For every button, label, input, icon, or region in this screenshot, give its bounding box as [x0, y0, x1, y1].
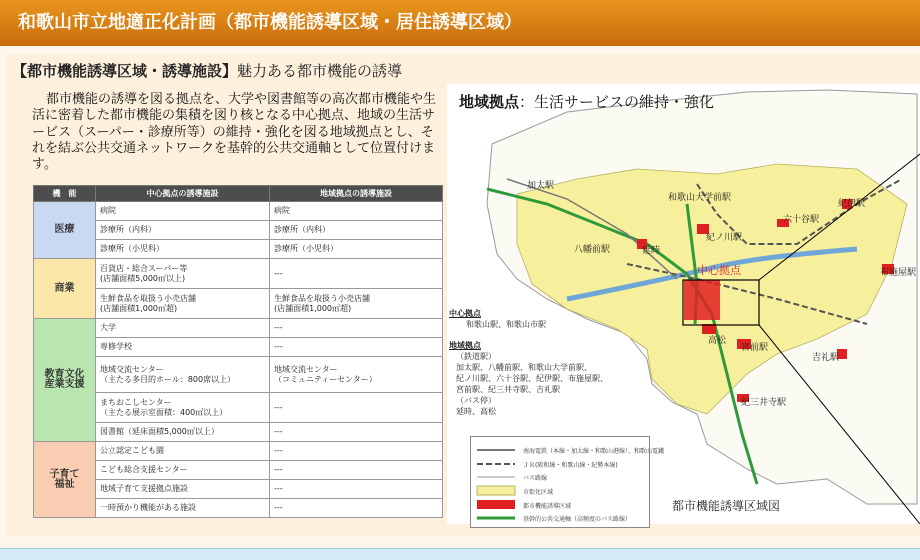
legend-item: バス路線 — [523, 475, 548, 482]
center-facility-cell: まちおこしセンター （主たる展示室面積：400㎡以上） — [96, 393, 270, 423]
section-title: 魅力ある都市機能の誘導 — [237, 62, 403, 80]
center-facility-cell: 地域子育て支援拠点施設 — [96, 480, 270, 499]
table-row — [34, 240, 443, 259]
table-row — [34, 259, 443, 289]
section-bracket: 【都市機能誘導区域・誘導施設】 — [12, 62, 238, 80]
col-function: 機 能 — [34, 186, 96, 202]
center-facility-cell: 公立認定こども園 — [96, 442, 270, 461]
local-note-head: 地域拠点 — [449, 341, 481, 350]
station-label: 紀ノ川駅 — [706, 233, 743, 243]
center-label: 中心拠点 — [697, 264, 741, 277]
center-facility-cell: 病院 — [96, 202, 270, 221]
local-facility-cell: 生鮮食品を取扱う小売店舗 (店舗面積1,000㎡超) — [270, 289, 443, 319]
category-cell: 医療 — [34, 202, 96, 259]
center-note-body: 和歌山駅、和歌山市駅 — [466, 320, 546, 329]
station-label: 六十谷駅 — [783, 215, 820, 225]
local-facility-cell: --- — [270, 499, 443, 518]
map-title-bold: 地域拠点 — [459, 93, 520, 111]
map-title — [459, 91, 714, 112]
table-row — [34, 423, 443, 442]
station-label: 延時 — [642, 246, 661, 256]
station-label: 布施屋駅 — [880, 268, 917, 278]
center-facility-cell: 地域交流センター （主たる多目的ホール：800席以上） — [96, 357, 270, 393]
center-facility-cell: 専修学校 — [96, 338, 270, 357]
table-row — [34, 221, 443, 240]
local-facility-cell: 診療所（小児科） — [270, 240, 443, 259]
table-row — [34, 357, 443, 393]
page-header: 和歌山市立地適正化計画（都市機能誘導区域・居住誘導区域） — [0, 0, 920, 46]
local-facility-cell: --- — [270, 338, 443, 357]
legend-item: ＪＲ(阪和線・和歌山線・紀勢本線) — [523, 462, 618, 469]
section-heading — [12, 60, 402, 81]
center-facility-cell: 診療所（小児科） — [96, 240, 270, 259]
table-row — [34, 461, 443, 480]
station-label: 高松 — [708, 336, 727, 346]
map-title-rest: ：生活サービスの維持・強化 — [519, 93, 715, 111]
map-legend — [470, 436, 665, 528]
center-facility-cell: 生鮮食品を取扱う小売店舗 (店舗面積1,000㎡超) — [96, 289, 270, 319]
map-caption: 都市機能誘導区域図 — [672, 499, 781, 513]
col-local: 地域拠点の誘導施設 — [270, 186, 443, 202]
category-cell: 商業 — [34, 259, 96, 319]
center-facility-cell: こども総合支援センター — [96, 461, 270, 480]
table-row — [34, 289, 443, 319]
category-cell: 子育て 福祉 — [34, 442, 96, 518]
local-facility-cell: --- — [270, 480, 443, 499]
local-note-body: （鉄道駅） 加太駅、八幡前駅、和歌山大学前駅、 紀ノ川駅、六十谷駅、紀伊駅、布施屋駅、 宮前駅、紀三井寺駅、吉礼駅 （バス停） 延時、高松 — [456, 352, 608, 416]
local-facility-cell: --- — [270, 423, 443, 442]
local-facility-cell: 病院 — [270, 202, 443, 221]
col-center: 中心拠点の誘導施設 — [96, 186, 270, 202]
local-facility-cell: --- — [270, 393, 443, 423]
local-facility-cell: --- — [270, 259, 443, 289]
table-row — [34, 480, 443, 499]
station-label: 紀三井寺駅 — [741, 398, 787, 408]
station-label: 紀伊駅 — [838, 199, 866, 209]
intro-text: 都市機能の誘導を図る拠点を、大学や図書館等の高次都市機能や生活に密着した都市機能の集積を図り核となる中心拠点、地域の生活サービス（スーパー・診療所等）の維持・強化を図る地域拠点とし、それを結ぶ公共交通ネットワークを基幹的公共交通軸として位置付けます。 — [32, 92, 437, 173]
table-row — [34, 319, 443, 338]
induce-area-center — [684, 280, 720, 320]
table-row — [34, 442, 443, 461]
local-facility-cell: --- — [270, 442, 443, 461]
local-facility-cell: --- — [270, 461, 443, 480]
category-cell: 教育文化 産業支援 — [34, 319, 96, 442]
station-label: 吉礼駅 — [812, 353, 840, 363]
local-facility-cell: --- — [270, 319, 443, 338]
center-facility-cell: 診療所（内科） — [96, 221, 270, 240]
local-facility-cell: 地域交流センター （コミュニティーセンター） — [270, 357, 443, 393]
local-facility-cell: 診療所（内科） — [270, 221, 443, 240]
footer-strip — [0, 548, 920, 560]
legend-item: 都市機能誘導区域 — [523, 503, 572, 510]
center-facility-cell: 大学 — [96, 319, 270, 338]
table-row — [34, 499, 443, 518]
legend-item: 南海電鉄（本線・加太線・和歌山港線）、和歌山電鐵 — [523, 448, 665, 455]
table-row — [34, 202, 443, 221]
legend-item: 基幹的公共交通軸（高頻度のバス路線） — [523, 516, 632, 523]
station-label: 和歌山大学前駅 — [668, 193, 732, 203]
table-row — [34, 393, 443, 423]
table-row — [34, 338, 443, 357]
station-label: 八幡前駅 — [574, 245, 611, 255]
facility-table — [33, 185, 443, 518]
station-label: 加太駅 — [527, 181, 555, 191]
station-label: 宮前駅 — [741, 343, 769, 353]
center-note-head: 中心拠点 — [449, 309, 481, 318]
legend-item: 市街化区域 — [523, 489, 554, 496]
center-facility-cell: 百貨店・総合スーパー等 (店舗面積5,000㎡以上) — [96, 259, 270, 289]
center-facility-cell: 一時預かり機能がある施設 — [96, 499, 270, 518]
center-facility-cell: 図書館（延床面積5,000㎡以上） — [96, 423, 270, 442]
